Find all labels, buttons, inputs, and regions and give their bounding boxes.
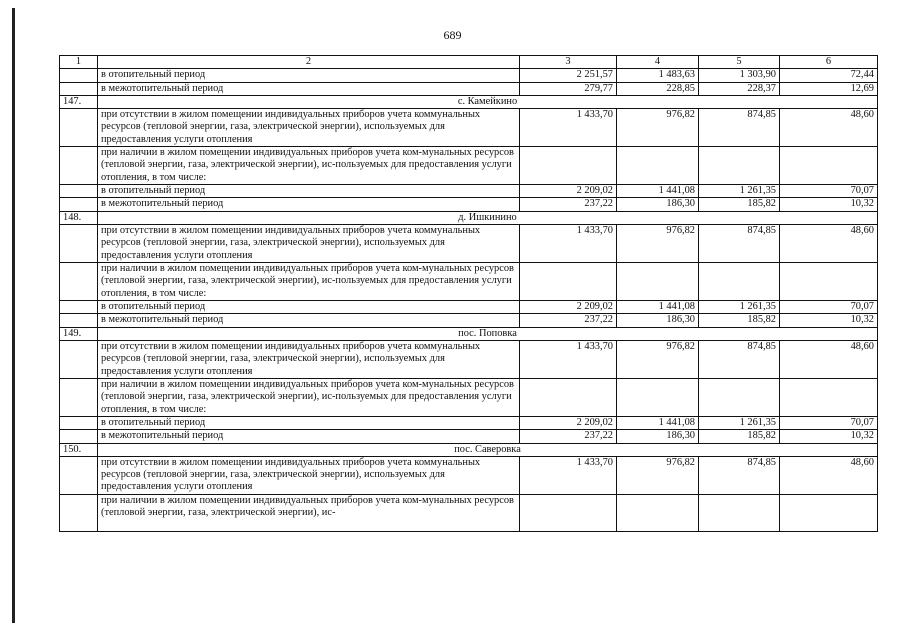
value-col4 — [617, 378, 699, 416]
value-col3: 237,22 — [520, 430, 617, 443]
row-description: при наличии в жилом помещении индивидуальных приборов учета ком-мунальных ресурсов (тепловой энергии, газа, электрической энергии), ис- — [98, 494, 520, 531]
value-col4: 976,82 — [617, 456, 699, 494]
value-col4: 186,30 — [617, 314, 699, 327]
table-row — [60, 185, 878, 198]
value-col5: 874,85 — [699, 225, 780, 263]
value-col6 — [780, 378, 878, 416]
value-col6: 48,60 — [780, 225, 878, 263]
row-description: в межотопительный период — [98, 82, 520, 95]
section-row — [60, 95, 878, 108]
header-cell: 6 — [780, 56, 878, 69]
value-col4: 1 441,08 — [617, 301, 699, 314]
value-col6 — [780, 494, 878, 531]
table-row — [60, 147, 878, 185]
row-description: при наличии в жилом помещении индивидуальных приборов учета ком-мунальных ресурсов (тепловой энергии, газа, электрической энергии), ис-пользуемых для предоставления услуги отопления, в том числе: — [98, 147, 520, 185]
tariff-table — [59, 55, 878, 532]
section-title: пос. Поповка — [98, 327, 878, 340]
header-cell: 1 — [60, 56, 98, 69]
row-description: в отопительный период — [98, 301, 520, 314]
value-col4 — [617, 263, 699, 301]
table-row — [60, 378, 878, 416]
value-col6: 10,32 — [780, 430, 878, 443]
value-col3: 1 433,70 — [520, 225, 617, 263]
row-number — [60, 147, 98, 185]
value-col6: 70,07 — [780, 185, 878, 198]
value-col6: 70,07 — [780, 416, 878, 429]
value-col3: 1 433,70 — [520, 109, 617, 147]
section-row — [60, 327, 878, 340]
value-col6: 48,60 — [780, 456, 878, 494]
value-col5: 185,82 — [699, 314, 780, 327]
section-row — [60, 211, 878, 224]
value-col4: 186,30 — [617, 198, 699, 211]
value-col4: 976,82 — [617, 340, 699, 378]
value-col5: 185,82 — [699, 430, 780, 443]
value-col6: 70,07 — [780, 301, 878, 314]
row-number — [60, 456, 98, 494]
value-col6: 12,69 — [780, 82, 878, 95]
value-col3: 2 209,02 — [520, 185, 617, 198]
value-col5: 874,85 — [699, 340, 780, 378]
value-col3: 1 433,70 — [520, 456, 617, 494]
table-row — [60, 494, 878, 531]
table-row — [60, 198, 878, 211]
value-col4: 976,82 — [617, 109, 699, 147]
row-description: при отсутствии в жилом помещении индивидуальных приборов учета коммунальных ресурсов (тепловой энергии, газа, электрической энергии), используемых для предоставления услуги отопления — [98, 109, 520, 147]
row-description: в межотопительный период — [98, 430, 520, 443]
value-col4: 1 441,08 — [617, 416, 699, 429]
row-number — [60, 69, 98, 82]
value-col6: 72,44 — [780, 69, 878, 82]
row-description: в отопительный период — [98, 69, 520, 82]
table-row — [60, 416, 878, 429]
value-col6: 10,32 — [780, 198, 878, 211]
value-col6: 48,60 — [780, 340, 878, 378]
header-cell: 2 — [98, 56, 520, 69]
table-row — [60, 263, 878, 301]
value-col3: 237,22 — [520, 198, 617, 211]
row-number — [60, 314, 98, 327]
value-col6: 48,60 — [780, 109, 878, 147]
value-col5: 874,85 — [699, 456, 780, 494]
header-cell: 5 — [699, 56, 780, 69]
table-row — [60, 456, 878, 494]
value-col5 — [699, 263, 780, 301]
value-col3 — [520, 263, 617, 301]
row-description: при отсутствии в жилом помещении индивидуальных приборов учета коммунальных ресурсов (тепловой энергии, газа, электрической энергии), используемых для предоставления услуги отопления — [98, 225, 520, 263]
value-col5: 1 261,35 — [699, 416, 780, 429]
table-row — [60, 301, 878, 314]
value-col4: 228,85 — [617, 82, 699, 95]
table-row — [60, 225, 878, 263]
table-row — [60, 340, 878, 378]
header-cell: 4 — [617, 56, 699, 69]
value-col5: 1 261,35 — [699, 301, 780, 314]
row-number — [60, 430, 98, 443]
value-col6 — [780, 147, 878, 185]
row-number — [60, 301, 98, 314]
row-number — [60, 225, 98, 263]
value-col3: 279,77 — [520, 82, 617, 95]
value-col4 — [617, 147, 699, 185]
section-number: 147. — [60, 95, 98, 108]
row-description: в межотопительный период — [98, 314, 520, 327]
value-col4: 1 441,08 — [617, 185, 699, 198]
value-col3 — [520, 147, 617, 185]
row-description: при отсутствии в жилом помещении индивидуальных приборов учета коммунальных ресурсов (тепловой энергии, газа, электрической энергии), используемых для предоставления услуги отопления — [98, 340, 520, 378]
value-col4: 976,82 — [617, 225, 699, 263]
value-col6: 10,32 — [780, 314, 878, 327]
value-col3: 2 251,57 — [520, 69, 617, 82]
value-col4 — [617, 494, 699, 531]
value-col5 — [699, 147, 780, 185]
row-description: в межотопительный период — [98, 198, 520, 211]
section-title: д. Ишкинино — [98, 211, 878, 224]
row-number — [60, 198, 98, 211]
row-number — [60, 185, 98, 198]
row-number — [60, 378, 98, 416]
row-number — [60, 416, 98, 429]
section-title: пос. Саверовка — [98, 443, 878, 456]
section-number: 149. — [60, 327, 98, 340]
value-col5: 228,37 — [699, 82, 780, 95]
row-description: в отопительный период — [98, 416, 520, 429]
value-col4: 1 483,63 — [617, 69, 699, 82]
table-row — [60, 430, 878, 443]
value-col3: 237,22 — [520, 314, 617, 327]
section-title: с. Камейкино — [98, 95, 878, 108]
row-description: при наличии в жилом помещении индивидуальных приборов учета ком-мунальных ресурсов (тепловой энергии, газа, электрической энергии), ис-пользуемых для предоставления услуги отопления, в том числе: — [98, 378, 520, 416]
value-col5 — [699, 378, 780, 416]
value-col5: 185,82 — [699, 198, 780, 211]
value-col5: 1 261,35 — [699, 185, 780, 198]
value-col6 — [780, 263, 878, 301]
row-description: при наличии в жилом помещении индивидуальных приборов учета ком-мунальных ресурсов (тепловой энергии, газа, электрической энергии), ис-пользуемых для предоставления услуги отопления, в том числе: — [98, 263, 520, 301]
table-row — [60, 109, 878, 147]
row-description: при отсутствии в жилом помещении индивидуальных приборов учета коммунальных ресурсов (тепловой энергии, газа, электрической энергии), используемых для предоставления услуги отопления — [98, 456, 520, 494]
page-number: 689 — [443, 28, 462, 42]
row-number — [60, 494, 98, 531]
value-col5: 1 303,90 — [699, 69, 780, 82]
header-row — [60, 56, 878, 69]
row-number — [60, 82, 98, 95]
section-number: 150. — [60, 443, 98, 456]
table-row — [60, 82, 878, 95]
row-description: в отопительный период — [98, 185, 520, 198]
section-number: 148. — [60, 211, 98, 224]
row-number — [60, 340, 98, 378]
table-row — [60, 69, 878, 82]
value-col5 — [699, 494, 780, 531]
row-number — [60, 109, 98, 147]
header-cell: 3 — [520, 56, 617, 69]
value-col5: 874,85 — [699, 109, 780, 147]
value-col3: 1 433,70 — [520, 340, 617, 378]
value-col3: 2 209,02 — [520, 416, 617, 429]
value-col4: 186,30 — [617, 430, 699, 443]
table-row — [60, 314, 878, 327]
row-number — [60, 263, 98, 301]
value-col3 — [520, 494, 617, 531]
value-col3 — [520, 378, 617, 416]
scan-edge-rule — [12, 8, 15, 623]
value-col3: 2 209,02 — [520, 301, 617, 314]
section-row — [60, 443, 878, 456]
